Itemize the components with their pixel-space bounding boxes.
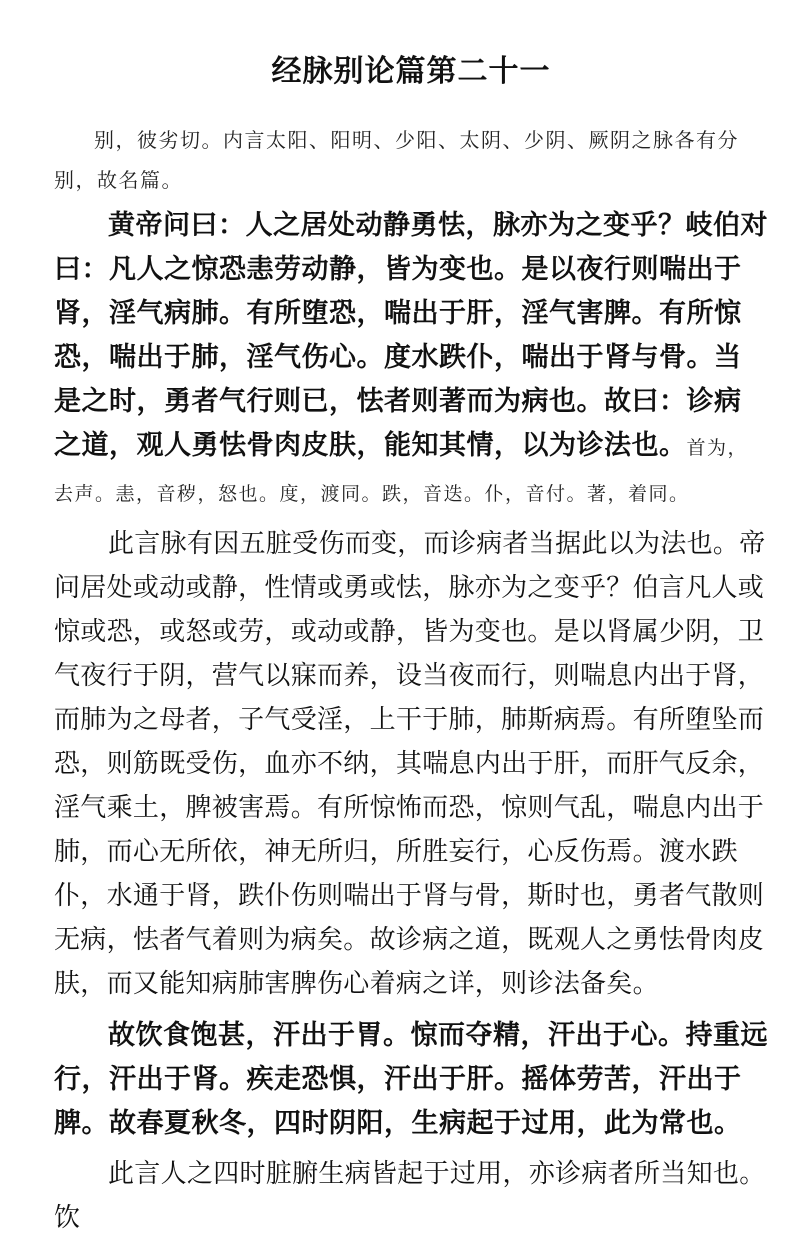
pronunciation-note-1: 首为，去声。恚，音秽，怒也。度，渡同。跌，音迭。仆，音付。著，着同。 xyxy=(54,437,749,505)
commentary-paragraph-2: 此言人之四时脏腑生病皆起于过用，亦诊病者所当知也。饮 xyxy=(54,1159,766,1233)
classic-text-1: 黄帝问曰：人之居处动静勇怯，脉亦为之变乎？岐伯对曰：凡人之惊恐恚劳动静，皆为变也。是以夜行则喘出于肾，淫气病肺。有所堕恐，喘出于肝，淫气害脾。有所惊恐，喘出于肺，淫气伤心。度水跌仆，喘出于肾与骨。当是之时，勇者气行则已，怯者则著而为病也。故曰：诊病之道，观人勇怯骨肉皮肤，能知其情，以为诊法也。 xyxy=(54,210,768,461)
classic-text-paragraph-1 xyxy=(54,204,768,516)
chapter-title: 经脉别论篇第二十一 xyxy=(271,54,551,89)
classic-text-paragraph-2 xyxy=(54,1014,768,1146)
title-note: 别，彼劣切。内言太阳、阳明、少阳、太阴、少阴、厥阴之脉各有分别，故名篇。 xyxy=(54,128,739,192)
classic-text-2: 故饮食饱甚，汗出于胃。惊而夺精，汗出于心。持重远行，汗出于肾。疾走恐惧，汗出于肝。摇体劳苦，汗出于脾。故春夏秋冬，四时阴阳，生病起于过用，此为常也。 xyxy=(54,1020,768,1139)
commentary-paragraph-1: 此言脉有因五脏受伤而变，而诊病者当据此以为法也。帝问居处或动或静，性情或勇或怯，脉亦为之变乎？伯言凡人或惊或恐，或怒或劳，或动或静，皆为变也。是以肾属少阴，卫气夜行于阴，营气以寐而养，设当夜而行，则喘息内出于肾，而肺为之母者，子气受淫，上干于肺，肺斯病焉。有所堕坠而恐，则筋既受伤，血亦不纳，其喘息内出于肝，而肝气反余，淫气乘土，脾被害焉。有所惊怖而恐，惊则气乱，喘息内出于肺，而心无所依，神无所归，所胜妄行，心反伤焉。渡水跌仆，水通于肾，跌仆伤则喘出于肾与骨，斯时也，勇者气散则无病，怯者气着则为病矣。故诊病之道，既观人之勇怯骨肉皮肤，而又能知病肺害脾伤心着病之详，则诊法备矣。 xyxy=(54,529,766,999)
